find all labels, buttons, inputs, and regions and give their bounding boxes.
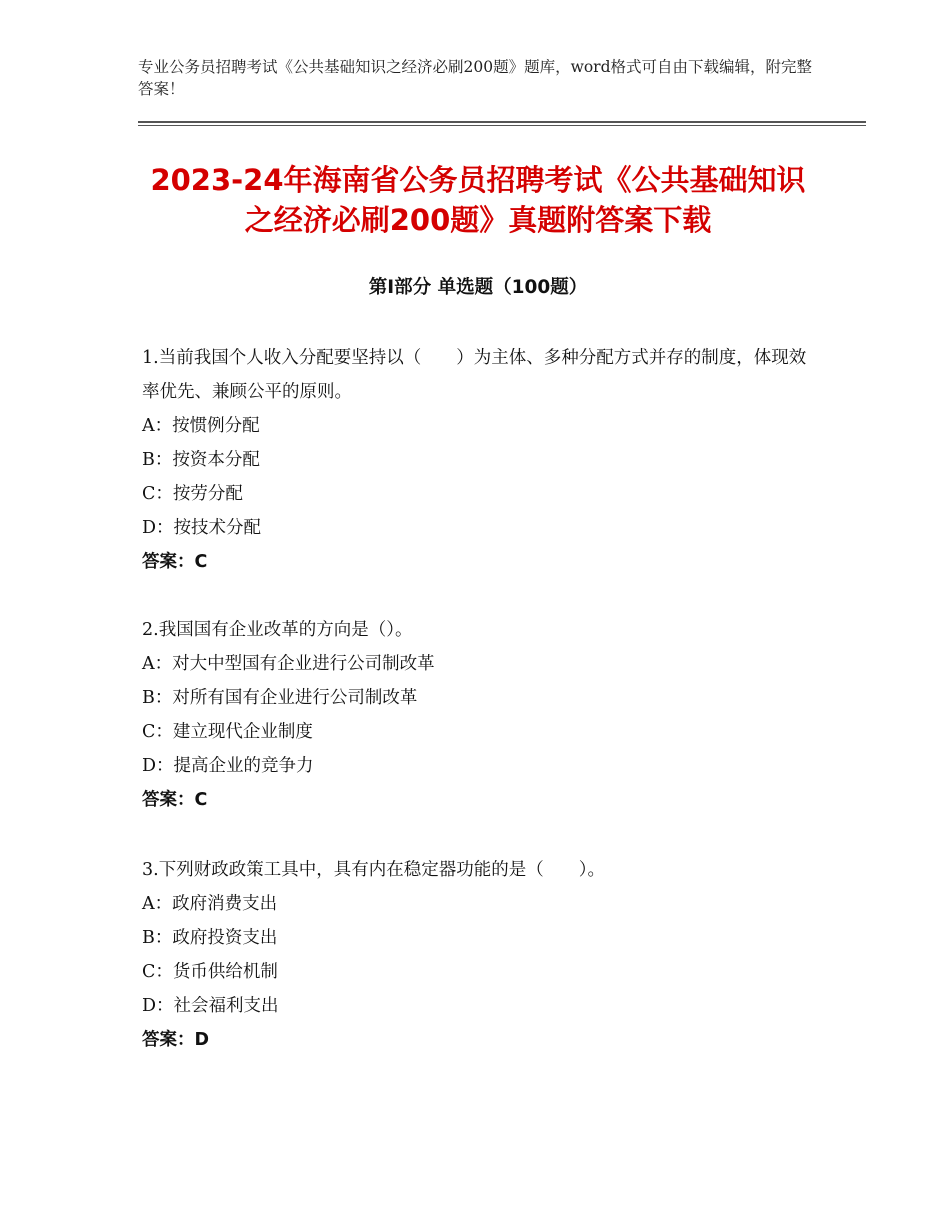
question-2	[142, 613, 822, 817]
option-b: B：对所有国有企业进行公司制改革	[142, 688, 418, 708]
header-rule-thick	[138, 121, 866, 123]
option-d: D：提高企业的竞争力	[142, 756, 314, 776]
option-a: A：对大中型国有企业进行公司制改革	[142, 654, 435, 674]
section-heading: 第Ⅰ部分 单选题（100题）	[368, 277, 588, 298]
document-title: 2023-24年海南省公务员招聘考试《公共基础知识之经济必刷200题》真题附答案下载	[150, 163, 806, 237]
option-a: A：按惯例分配	[142, 416, 260, 436]
question-3	[142, 853, 822, 1057]
answer: 答案：C	[142, 552, 208, 572]
option-d: D：按技术分配	[142, 518, 262, 538]
header-rule-thin	[138, 125, 866, 126]
option-c: C：按劳分配	[142, 484, 243, 504]
question-stem: 1.当前我国个人收入分配要坚持以（ ）为主体、多种分配方式并存的制度，体现效率优先、兼顾公平的原则。	[142, 348, 807, 402]
header-note: 专业公务员招聘考试《公共基础知识之经济必刷200题》题库，word格式可自由下载编辑，附完整答案！	[138, 58, 813, 98]
option-b: B：按资本分配	[142, 450, 260, 470]
question-stem: 2.我国国有企业改革的方向是（）。	[142, 620, 413, 640]
question-stem: 3.下列财政政策工具中，具有内在稳定器功能的是（ ）。	[142, 860, 605, 880]
answer: 答案：C	[142, 790, 208, 810]
option-b: B：政府投资支出	[142, 928, 278, 948]
option-c: C：货币供给机制	[142, 962, 278, 982]
option-a: A：政府消费支出	[142, 894, 278, 914]
answer: 答案：D	[142, 1030, 210, 1050]
option-c: C：建立现代企业制度	[142, 722, 313, 742]
option-d: D：社会福利支出	[142, 996, 279, 1016]
question-1	[142, 341, 822, 579]
